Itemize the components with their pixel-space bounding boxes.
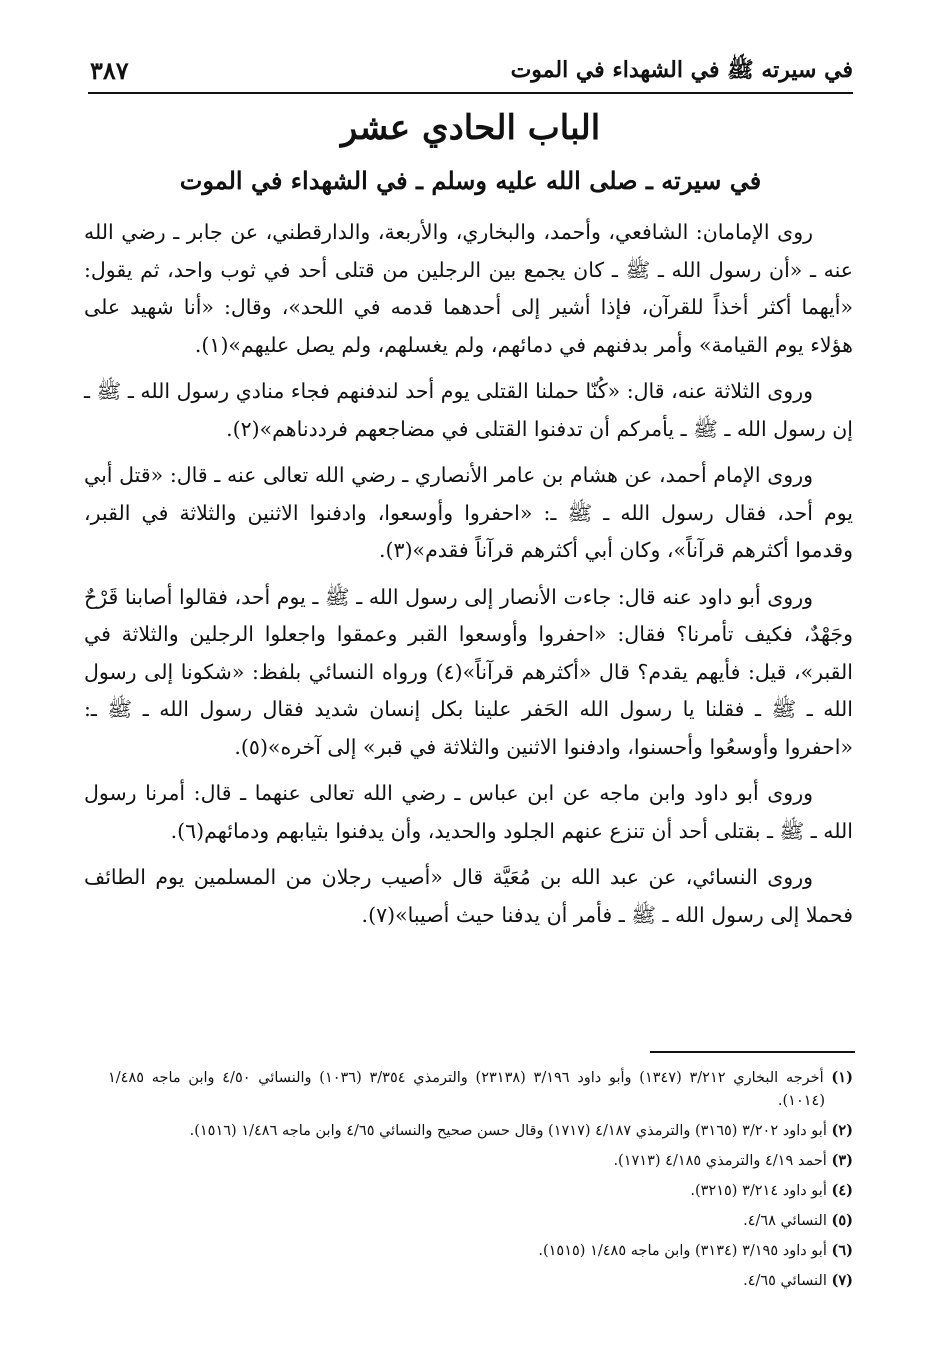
footnote-text: النسائي ٤/٦٥. (743, 1273, 827, 1289)
footnote (108, 1119, 853, 1143)
footnote-text: النسائي ٤/٦٨. (743, 1213, 827, 1229)
footnote-text: أبو داود ٣/٢١٤ (٣٢١٥). (690, 1183, 827, 1199)
footnote (108, 1239, 853, 1263)
paragraph: وروى أبو داود عنه قال: جاءت الأنصار إلى رسول الله ـ ﷺ ـ يوم أحد، فقالوا أصابنا قَرْحٌ وجَهْدٌ، فكيف تأمرنا؟ فقال: «احفروا وأوسعوا القبر وعمقوا واجعلوا الرجلين والثلاثة في القبر»، قيل: فأيهم يقدم؟ قال «أكثرهم قرآناً»(٤) ورواه النسائي بلفظ: «شكونا إلى رسول الله ـ ﷺ ـ فقلنا يا رسول الله الحَفر علينا بكل إنسان شديد فقال رسول الله ـ ﷺ ـ: «احفروا وأوسعُوا وأحسنوا، وادفنوا الاثنين والثلاثة في قبر» إلى آخره»(٥). (84, 584, 853, 759)
footnote-separator (650, 1051, 855, 1053)
running-header (88, 52, 853, 94)
footnote-number: (٢) (831, 1122, 853, 1139)
footnote (108, 1149, 853, 1173)
footnote-number: (٥) (831, 1212, 853, 1229)
footnote-number: (١) (831, 1069, 853, 1086)
paragraph: وروى الثلاثة عنه، قال: «كُنّا حملنا القتلى يوم أحد لندفنهم فجاء منادي رسول الله ـ ﷺ ـ إن رسول الله ـ ﷺ ـ يأمركم أن تدفنوا القتلى في مضاجعهم فرددناهم»(٢). (84, 379, 853, 441)
footnote-text: أبو داود ٣/١٩٥ (٣١٣٤) وابن ماجه ١/٤٨٥ (١٥١٥). (538, 1243, 827, 1259)
footnote-text: أحمد ٤/١٩ والترمذي ٤/١٨٥ (١٧١٣). (613, 1153, 827, 1169)
footnote (108, 1209, 853, 1233)
footnotes (108, 1066, 853, 1299)
footnote-number: (٤) (831, 1182, 853, 1199)
chapter-title: الباب الحادي عشر (340, 108, 601, 148)
page-number: ٣٨٧ (90, 56, 129, 85)
footnote-number: (٦) (831, 1242, 853, 1259)
footnote (108, 1066, 853, 1113)
paragraph: وروى النسائي، عن عبد الله بن مُعَيَّة قال «أصيب رجلان من المسلمين يوم الطائف فحملا إلى رسول الله ـ ﷺ ـ فأمر أن يدفنا حيث أصيبا»(٧). (84, 865, 853, 927)
footnote-number: (٧) (831, 1272, 853, 1289)
chapter-subtitle: في سيرته ـ صلى الله عليه وسلم ـ في الشهداء في الموت (179, 166, 762, 195)
footnote (108, 1179, 853, 1203)
footnote-text: أبو داود ٣/٢٠٢ (٣١٦٥) والترمذي ٤/١٨٧ (١٧١٧) وقال حسن صحيح والنسائي ٤/٦٥ وابن ماجه ١/٤٨٦ (١٥١٦). (189, 1123, 827, 1139)
footnote-number: (٣) (831, 1152, 853, 1169)
paragraph: وروى أبو داود وابن ماجه عن ابن عباس ـ رضي الله تعالى عنهما ـ قال: أمرنا رسول الله ـ ﷺ ـ بقتلى أحد أن تنزع عنهم الجلود والحديد، وأن يدفنوا بثيابهم ودمائهم(٦). (84, 781, 853, 843)
footnote (108, 1269, 853, 1293)
paragraph: روى الإمامان: الشافعي، وأحمد، والبخاري، والأربعة، والدارقطني، عن جابر ـ رضي الله عنه ـ «أن رسول الله ـ ﷺ ـ كان يجمع بين الرجلين من قتلى أحد في ثوب واحد، ثم يقول: «أيهما أكثر أخذاً للقرآن، فإذا أشير إلى أحدهما قدمه في اللحد»، وقال: «أنا شهيد على هؤلاء يوم القيامة» وأمر بدفنهم في دمائهم، ولم يغسلهم، ولم يصل عليهم»(١). (84, 220, 853, 357)
footnote-text: أخرجه البخاري ٣/٢١٢ (١٣٤٧) وأبو داود ٣/١٩٦ (٢٣١٣٨) والترمذي ٣/٣٥٤ (١٠٣٦) والنسائي ٤/٥٠ وابن ماجه ١/٤٨٥ (١٠١٤). (108, 1070, 825, 1109)
body-text (84, 214, 853, 943)
paragraph: وروى الإمام أحمد، عن هشام بن عامر الأنصاري ـ رضي الله تعالى عنه ـ قال: «قتل أبي يوم أحد، فقال رسول الله ـ ﷺ ـ: «احفروا وأوسعوا، وادفنوا الاثنين والثلاثة في القبر، وقدموا أكثرهم قرآناً»، وكان أبي أكثرهم قرآناً فقدم»(٣). (84, 463, 853, 562)
running-title: في سيرته ﷺ في الشهداء في الموت (510, 57, 853, 83)
